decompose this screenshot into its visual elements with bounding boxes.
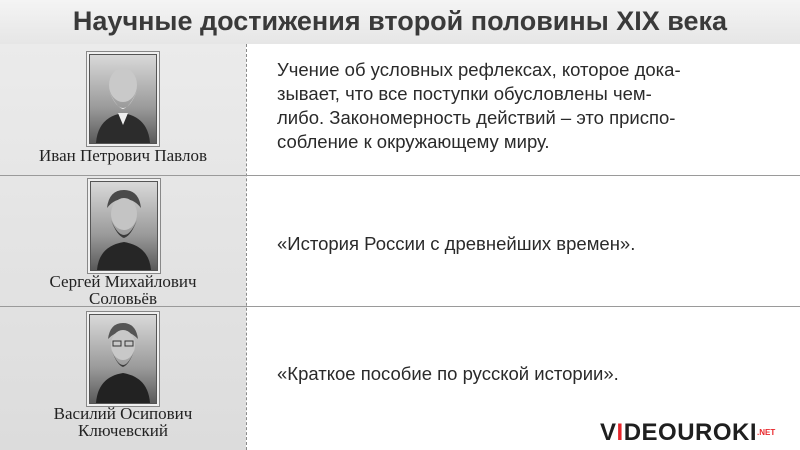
logo-accent: I xyxy=(616,419,624,446)
desc-line: «Краткое пособие по русской истории». xyxy=(277,363,619,384)
portrait-image xyxy=(90,315,156,403)
table-row xyxy=(0,44,800,175)
logo-domain: .NET xyxy=(757,428,776,437)
achievements-table xyxy=(0,44,800,450)
logo-text: V xyxy=(600,419,617,446)
achievement-text xyxy=(277,362,777,386)
scientist-name xyxy=(0,147,246,164)
name-line: Василий Осипович xyxy=(53,404,193,423)
desc-line: либо. Закономерность действий – это приспо- xyxy=(277,107,676,128)
portrait-image xyxy=(91,182,157,270)
table-row xyxy=(0,175,800,306)
desc-line: зывает, что все поступки обусловлены чем- xyxy=(277,83,652,104)
desc-line: собление к окружающему миру. xyxy=(277,131,550,152)
videouroki-logo xyxy=(600,420,796,446)
scientist-name xyxy=(0,273,246,307)
name-line: Ключевский xyxy=(78,421,168,440)
portrait-pavlov xyxy=(89,54,157,144)
achievement-text xyxy=(277,232,777,256)
title-bar xyxy=(0,0,800,45)
desc-line: «История России с древнейших времен». xyxy=(277,233,636,254)
desc-line: Учение об условных рефлексах, которое дока- xyxy=(277,59,681,80)
achievement-text xyxy=(277,58,777,154)
scientist-name xyxy=(0,405,246,439)
portrait-solovyov xyxy=(90,181,158,271)
name-line: Иван Петрович Павлов xyxy=(39,146,207,165)
name-line: Соловьёв xyxy=(89,289,157,308)
portrait-image xyxy=(90,55,156,143)
logo-text: DEOUROKI xyxy=(623,419,758,446)
name-line: Сергей Михайлович xyxy=(49,272,197,291)
portrait-klyuchevsky xyxy=(89,314,157,404)
page-title: Научные достижения второй половины XIX века xyxy=(72,6,728,36)
